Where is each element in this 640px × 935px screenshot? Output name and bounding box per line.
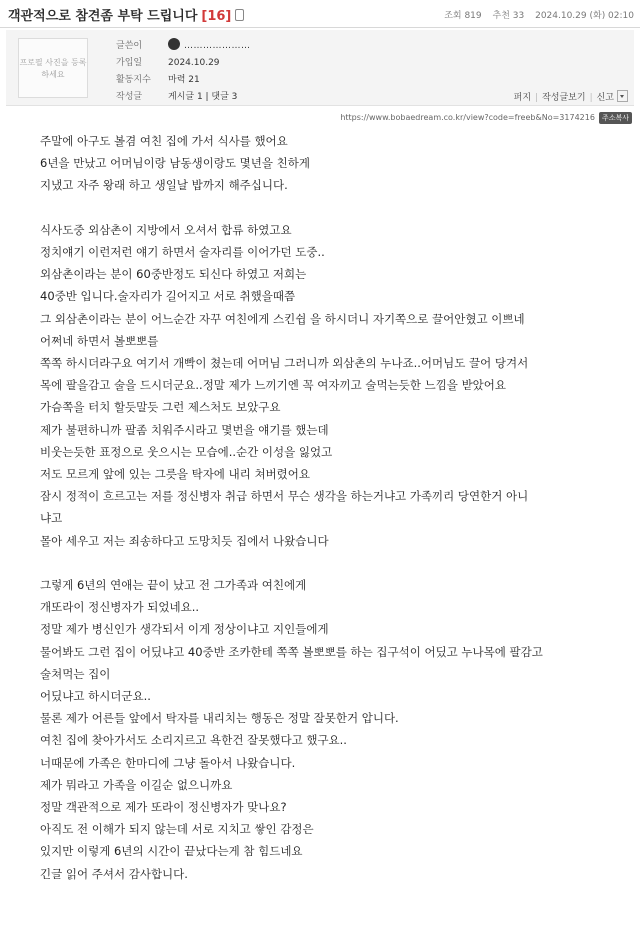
body-line: 정말 제가 병신인가 생각되서 이게 정상이냐고 지인들에게	[40, 622, 329, 637]
user-level-icon	[168, 38, 180, 50]
body-line: 정말 객관적으로 제가 또라이 정신병자가 맞나요?	[40, 800, 287, 814]
writer-name[interactable]: …………………	[184, 41, 251, 51]
profile-photo-placeholder: 프로필 사진을 등록하세요	[18, 38, 88, 98]
body-line: 주말에 아구도 볼겸 여친 집에 가서 식사를 했어요	[40, 134, 288, 148]
post-meta	[436, 8, 634, 21]
body-line: 아직도 전 이해가 되지 않는데 서로 지치고 쌓인 감정은	[40, 822, 314, 837]
comment-count[interactable]: [16]	[201, 9, 232, 24]
view-posts-button[interactable]: 작성글보기	[542, 93, 586, 103]
post-datetime: 2024.10.29 (화) 02:10	[535, 11, 634, 21]
body-line: 몰아 세우고 저는 죄송하다고 도망치듯 집에서 나왔습니다	[40, 533, 329, 548]
body-line: 비웃는듯한 표정으로 웃으시는 모습에..순간 이성을 잃었고	[40, 444, 333, 459]
body-line: 6년을 만났고 어머님이랑 남동생이랑도 몇년을 친하게	[40, 156, 310, 171]
body-line: 정치얘기 이런저런 얘기 하면서 술자리를 이어가던 도중..	[40, 245, 325, 259]
body-line: 잠시 정적이 흐르고는 저를 정신병자 취급 하면서 무슨 생각을 하는거냐고 가족끼리 당연한거 아니	[40, 489, 529, 504]
body-line: 제가 뭐라고 가족을 이길순 없으니까요	[40, 777, 233, 792]
body-line: 너때문에 가족은 한마디에 그냥 돌아서 나왔습니다.	[40, 755, 296, 770]
body-line: 물어봐도 그런 집이 어딨냐고 40중반 조카한테 쪽쪽 볼뽀뽀를 하는 집구석이 어딨고 누나목에 팔감고	[40, 644, 543, 659]
body-line: 물론 제가 어른들 앞에서 탁자를 내리치는 행동은 정말 잘못한거 압니다.	[40, 711, 399, 726]
post-title-text: 객관적으로 참견좀 부탁 드립니다	[8, 9, 198, 24]
scrap-button[interactable]: 퍼지	[513, 93, 532, 103]
divider: |	[589, 93, 593, 103]
body-line: 목에 팔을감고 술을 드시더군요..정말 제가 느끼기엔 꼭 여자끼고 술먹는듯한 느낌을 받았어요	[40, 378, 507, 393]
body-line: 가슴쪽을 터치 할듯말듯 그런 제스처도 보았구요	[40, 400, 281, 415]
body-line: 어쩌네 하면서 볼뽀뽀를	[40, 333, 159, 348]
author-info-box	[6, 30, 634, 106]
activity-row	[116, 72, 200, 85]
post-header	[0, 0, 640, 28]
activity-value: 마력 21	[168, 75, 200, 85]
mobile-icon	[235, 9, 244, 21]
writer-label: 글쓴이	[116, 41, 143, 51]
posts-row	[116, 89, 237, 102]
body-line: 그렇게 6년의 연애는 끝이 났고 전 그가족과 여친에게	[40, 578, 307, 592]
posts-label: 작성글	[116, 92, 143, 102]
body-line: 식사도중 외삼촌이 지방에서 오셔서 합류 하였고요	[40, 222, 292, 237]
post-title	[8, 5, 244, 24]
chevron-down-icon[interactable]	[617, 90, 628, 102]
writer-row	[116, 38, 251, 51]
body-line: 그 외삼촌이라는 분이 어느순간 자꾸 여친에게 스킨쉽 을 하시더니 자기쪽으로 끌어안혔고 이쁘네	[40, 311, 525, 326]
body-line: 어딨냐고 하시더군요..	[40, 689, 151, 703]
posts-value: 게시글 1 | 댓글 3	[168, 92, 238, 102]
divider: |	[535, 93, 539, 103]
recommend-count: 추천 33	[492, 11, 525, 21]
body-line: 긴글 읽어 주셔서 감사합니다.	[40, 866, 188, 881]
body-line: 외삼촌이라는 분이 60중반정도 되신다 하였고 저희는	[40, 267, 307, 282]
body-line: 냐고	[40, 511, 63, 526]
body-line: 저도 모르게 앞에 있는 그릇을 탁자에 내리 쳐버렸어요	[40, 467, 310, 481]
joined-date: 2024.10.29	[168, 58, 220, 68]
body-line: 쪽쪽 하시더라구요 여기서 개빡이 쳤는데 어머님 그러니까 외삼촌의 누나죠..어머님도 끌어 당겨서	[40, 356, 529, 370]
body-line: 40중반 입니다.술자리가 길어지고 서로 취했을때쯤	[40, 289, 296, 304]
joined-label: 가입일	[116, 58, 143, 68]
body-line: 여친 집에 찾아가서도 소리지르고 욕한건 잘못했다고 했구요..	[40, 733, 347, 748]
body-line: 제가 불편하니까 팔좀 치워주시라고 몇번을 얘기를 했는데	[40, 422, 329, 437]
body-line: 개또라이 정신병자가 되었네요..	[40, 600, 200, 615]
body-line: 지냈고 자주 왕래 하고 생일날 밥까지 해주십니다.	[40, 178, 288, 193]
report-button[interactable]: 신고	[596, 93, 614, 103]
post-url	[340, 112, 632, 124]
body-line: 술쳐먹는 집이	[40, 666, 111, 681]
post-actions	[514, 90, 628, 103]
activity-label: 활동지수	[116, 75, 151, 85]
post-url-text[interactable]: https://www.bobaedream.co.kr/view?code=freeb&No=3174216	[340, 113, 595, 122]
copy-url-button[interactable]: 주소복사	[599, 112, 632, 124]
view-count: 조회 819	[444, 11, 482, 21]
body-line: 있지만 이렇게 6년의 시간이 끝났다는게 참 힘드네요	[40, 844, 303, 859]
joined-row	[116, 55, 220, 68]
